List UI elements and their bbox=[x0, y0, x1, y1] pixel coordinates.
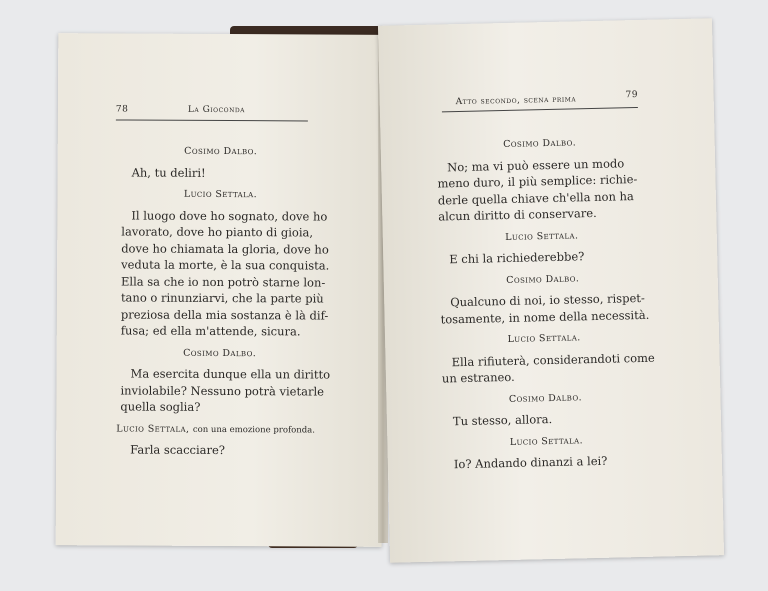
left-page bbox=[56, 33, 385, 547]
text-line: un estraneo. bbox=[441, 369, 515, 386]
text-line: Il luogo dove ho sognato, dove ho bbox=[131, 208, 328, 224]
speaker-label: Lucio Settala. bbox=[509, 434, 584, 448]
text-line: Ma esercita dunque ella un diritto bbox=[130, 366, 331, 382]
text-line: No; ma vi può essere un modo bbox=[447, 155, 625, 174]
speaker-label: Cosimo Dalbo. bbox=[503, 137, 577, 151]
text-line: Ella sa che io non potrò starne lon- bbox=[121, 273, 326, 290]
text-line: preziosa della mia sostanza è là dif- bbox=[120, 306, 329, 323]
text-column-right bbox=[436, 128, 655, 473]
right-page bbox=[378, 18, 724, 562]
text-line: Io? Andando dinanzi a lei? bbox=[453, 453, 608, 472]
speaker-name: Lucio Settala, bbox=[116, 422, 190, 435]
stage-direction: con una emozione profonda. bbox=[192, 424, 315, 435]
text-line: Tu stesso, allora. bbox=[452, 412, 553, 429]
text-line: derle quella chiave ch'ella non ha bbox=[437, 188, 634, 208]
text-line: meno duro, il più semplice: richie- bbox=[437, 172, 638, 191]
speaker-label-with-stage-direction bbox=[116, 421, 318, 439]
speaker-label: Lucio Settala. bbox=[505, 229, 579, 243]
text-line: lavorato, dove ho pianto di gioia, bbox=[121, 224, 314, 240]
speaker-label: Lucio Settala. bbox=[183, 188, 258, 201]
text-line: Farla scacciare? bbox=[130, 442, 226, 458]
speaker-label: Cosimo Dalbo. bbox=[508, 391, 583, 405]
text-line: dove ho chiamata la gloria, dove ho bbox=[121, 240, 329, 257]
header-rule-right bbox=[442, 107, 638, 112]
text-line: E chi la richiederebbe? bbox=[449, 249, 585, 267]
text-column-left bbox=[116, 137, 331, 459]
text-line: fusa; ed ella m'attende, sicura. bbox=[120, 323, 301, 339]
text-line: tano o rinunziarvi, che la parte più bbox=[120, 290, 324, 306]
running-title-left: La Gioconda bbox=[187, 104, 246, 116]
text-line: veduta la morte, è la sua conquista. bbox=[121, 257, 330, 273]
speaker-label: Cosimo Dalbo. bbox=[506, 272, 580, 286]
text-line: Ah, tu deliri! bbox=[131, 165, 206, 180]
page-number-left: 78 bbox=[115, 104, 129, 115]
page-number-right: 79 bbox=[625, 89, 639, 101]
speaker-label: Lucio Settala. bbox=[507, 332, 581, 345]
header-rule-left bbox=[116, 119, 308, 121]
running-title-right: Atto secondo, scena prima bbox=[455, 94, 577, 108]
text-line: inviolabile? Nessuno potrà vietarle bbox=[120, 382, 324, 399]
text-line: Ella rifiuterà, considerandoti come bbox=[451, 350, 655, 369]
text-line: quella soglia? bbox=[120, 399, 201, 414]
text-line: tosamente, in nome della necessità. bbox=[440, 307, 650, 327]
text-line: alcun diritto di conservare. bbox=[438, 205, 597, 224]
speaker-label: Cosimo Dalbo. bbox=[183, 347, 257, 359]
text-line: Qualcuno di noi, io stesso, rispet- bbox=[450, 290, 645, 310]
speaker-label: Cosimo Dalbo. bbox=[184, 145, 258, 158]
